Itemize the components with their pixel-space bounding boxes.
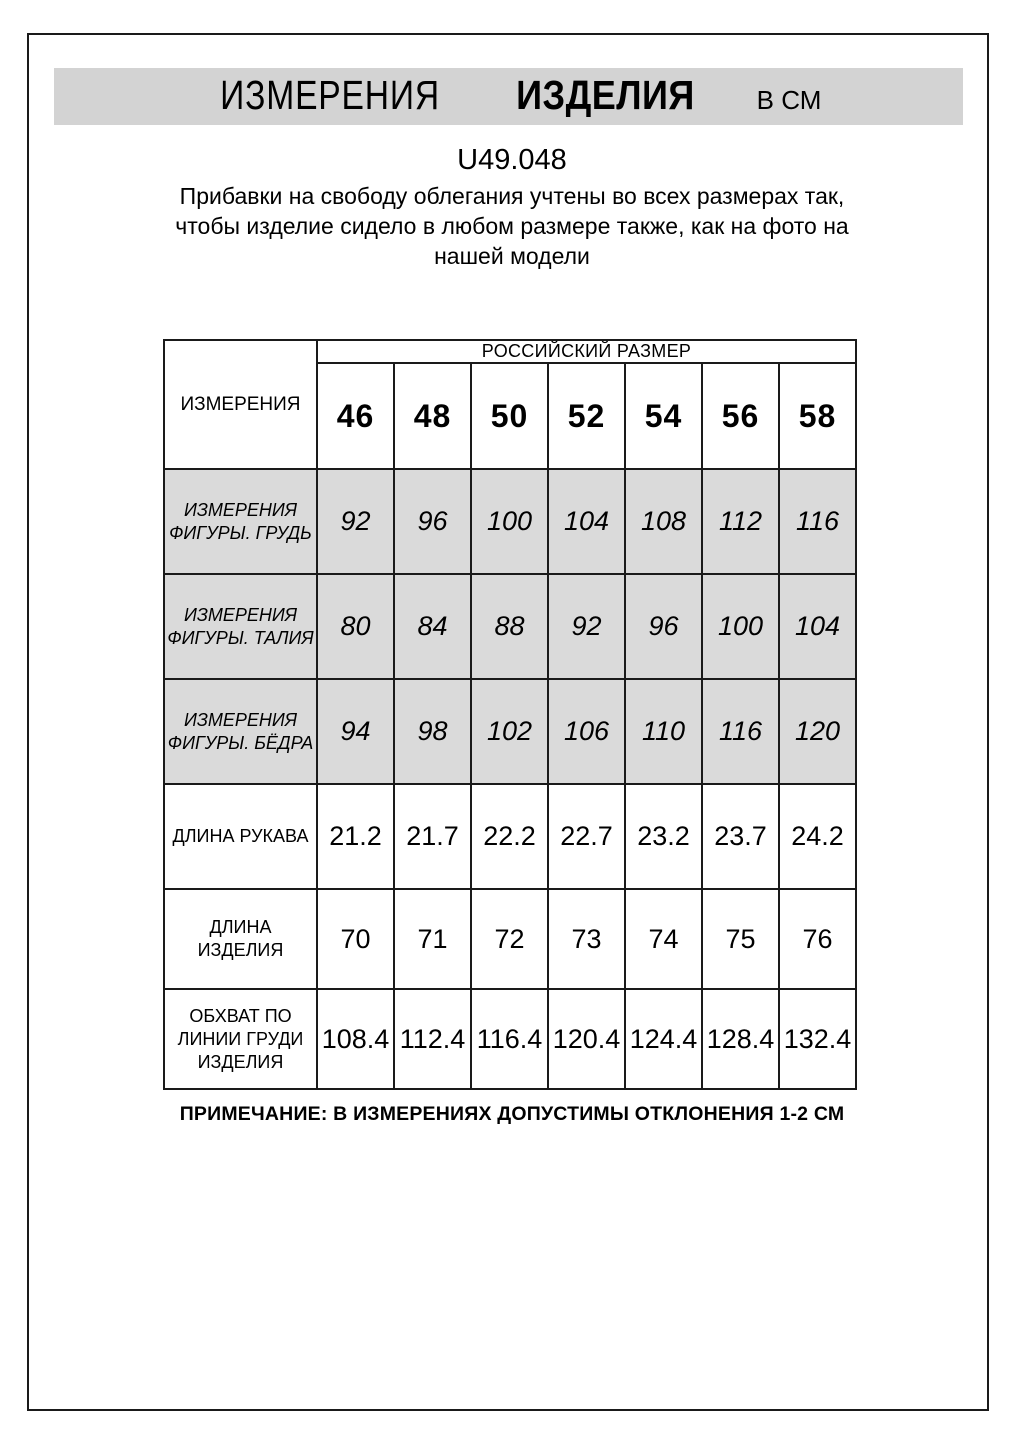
value-cell: 72 [471,889,548,989]
product-code: U49.048 [457,144,567,176]
table-row [164,784,856,889]
title-product: ИЗДЕЛИЯ [515,72,695,118]
value-cell: 108 [625,469,702,574]
table-row [164,889,856,989]
value-cell: 116 [702,679,779,784]
value-cell: 23.7 [702,784,779,889]
value-cell: 21.7 [394,784,471,889]
tolerance-note: ПРИМЕЧАНИЕ: В ИЗМЕРЕНИЯХ ДОПУСТИМЫ ОТКЛОНЕНИЯ 1-2 СМ [179,1103,845,1125]
size-column-header: 54 [625,363,702,469]
value-cell: 104 [548,469,625,574]
value-cell: 100 [702,574,779,679]
value-cell: 22.7 [548,784,625,889]
description-line: Прибавки на свободу облегания учтены во всех размерах так, [179,183,845,209]
value-cell: 21.2 [317,784,394,889]
value-cell: 76 [779,889,856,989]
title-bar [54,68,963,125]
value-cell: 24.2 [779,784,856,889]
value-cell: 71 [394,889,471,989]
size-column-header: 58 [779,363,856,469]
value-cell: 120 [779,679,856,784]
value-cell: 124.4 [625,989,702,1089]
value-cell: 80 [317,574,394,679]
table-row [164,989,856,1089]
fit-description [0,181,1024,271]
value-cell: 100 [471,469,548,574]
value-cell: 106 [548,679,625,784]
value-cell: 75 [702,889,779,989]
size-column-header: 48 [394,363,471,469]
row-label: ИЗМЕРЕНИЯ ФИГУРЫ. ГРУДЬ [164,469,317,574]
value-cell: 116 [779,469,856,574]
value-cell: 98 [394,679,471,784]
table-corner-label: ИЗМЕРЕНИЯ [164,340,317,469]
size-group-header: РОССИЙСКИЙ РАЗМЕР [317,340,856,363]
title-unit-cm: В СМ [756,85,822,115]
value-cell: 128.4 [702,989,779,1089]
value-cell: 120.4 [548,989,625,1089]
size-group-row [164,340,856,363]
size-column-header: 56 [702,363,779,469]
value-cell: 22.2 [471,784,548,889]
table-row [164,679,856,784]
measurement-rows [164,469,856,1089]
value-cell: 94 [317,679,394,784]
row-label: ДЛИНА РУКАВА [164,784,317,889]
value-cell: 84 [394,574,471,679]
value-cell: 23.2 [625,784,702,889]
value-cell: 116.4 [471,989,548,1089]
value-cell: 88 [471,574,548,679]
value-cell: 96 [394,469,471,574]
value-cell: 112 [702,469,779,574]
value-cell: 102 [471,679,548,784]
title-measurements: ИЗМЕРЕНИЯ [219,72,440,118]
value-cell: 112.4 [394,989,471,1089]
row-label: ИЗМЕРЕНИЯ ФИГУРЫ. БЁДРА [164,679,317,784]
value-cell: 108.4 [317,989,394,1089]
value-cell: 96 [625,574,702,679]
table-row [164,574,856,679]
row-label: ДЛИНА ИЗДЕЛИЯ [164,889,317,989]
row-label: ОБХВАТ ПО ЛИНИИ ГРУДИ ИЗДЕЛИЯ [164,989,317,1089]
table-row [164,469,856,574]
value-cell: 110 [625,679,702,784]
size-table [163,339,857,1090]
value-cell: 92 [317,469,394,574]
size-column-header: 52 [548,363,625,469]
description-line: чтобы изделие сидело в любом размере также, как на фото на [175,213,849,239]
value-cell: 104 [779,574,856,679]
value-cell: 70 [317,889,394,989]
value-cell: 132.4 [779,989,856,1089]
size-column-header: 46 [317,363,394,469]
description-line: нашей модели [434,243,590,269]
value-cell: 92 [548,574,625,679]
row-label: ИЗМЕРЕНИЯ ФИГУРЫ. ТАЛИЯ [164,574,317,679]
size-column-header: 50 [471,363,548,469]
value-cell: 74 [625,889,702,989]
value-cell: 73 [548,889,625,989]
